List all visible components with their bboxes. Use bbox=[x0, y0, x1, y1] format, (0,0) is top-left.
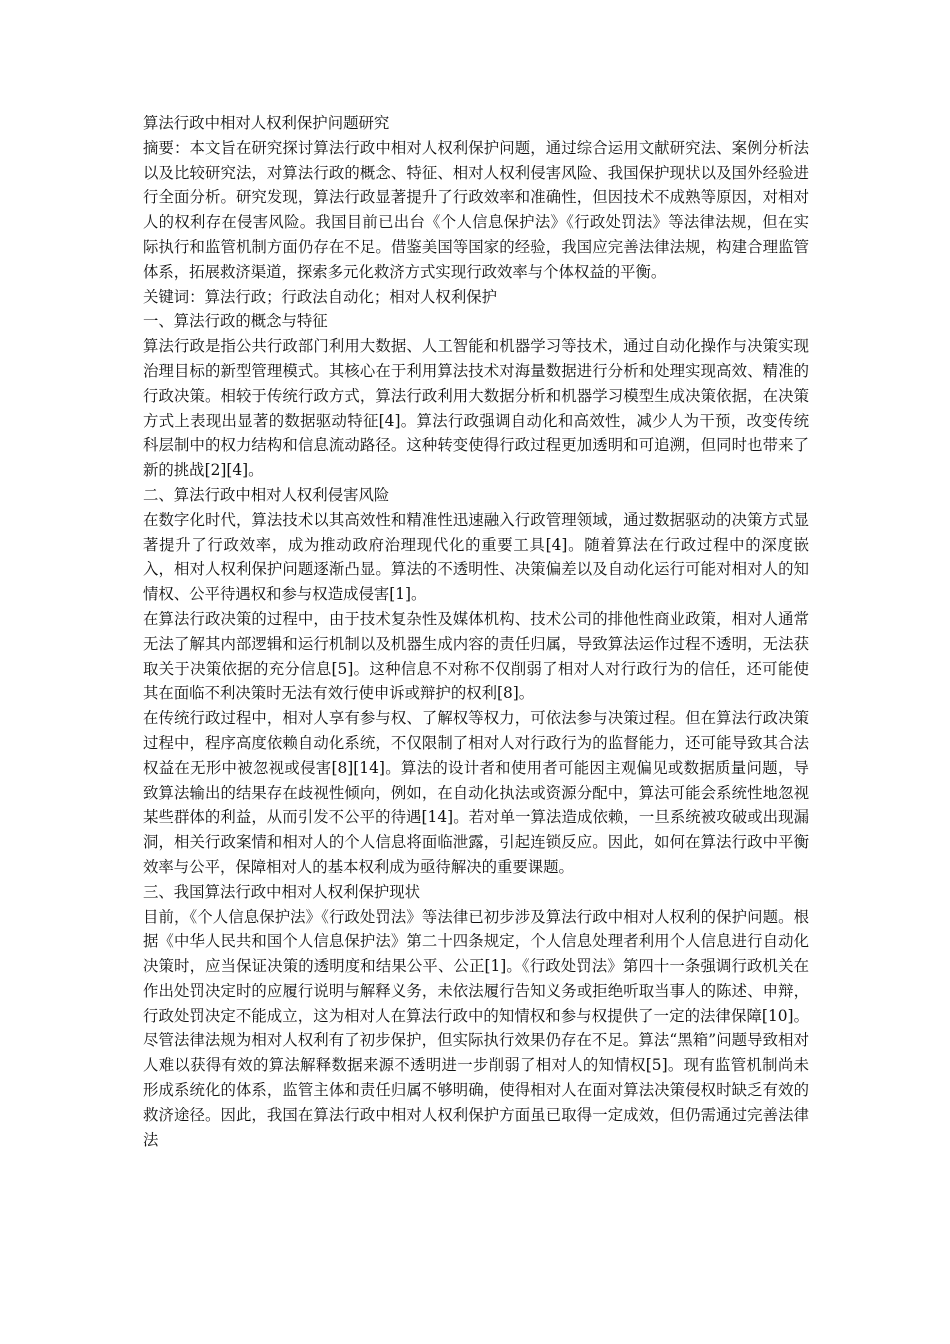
section-2-paragraph: 在传统行政过程中，相对人享有参与权、了解权等权力，可依法参与决策过程。但在算法行政决策过程中，程序高度依赖自动化系统，不仅限制了相对人对行政行为的监督能力，还可能导致其合法权益在无形中被忽视或侵害[8][14]。算法的设计者和使用者可能因主观偏见或数据质量问题，导致算法输出的结果存在歧视性倾向，例如，在自动化执法或资源分配中，算法可能会系统性地忽视某些群体的利益，从而引发不公平的待遇[14]。若对单一算法造成依赖，一旦系统被攻破或出现漏洞，相关行政案情和相对人的个人信息将面临泄露，引起连锁反应。因此，如何在算法行政中平衡效率与公平，保障相对人的基本权利成为亟待解决的重要课题。 bbox=[143, 709, 809, 876]
section-3-paragraph: 目前，《个人信息保护法》《行政处罚法》等法律已初步涉及算法行政中相对人权利的保护问题。根据《中华人民共和国个人信息保护法》第二十四条规定，个人信息处理者利用个人信息进行自动化决策时，应当保证决策的透明度和结果公平、公正[1]。《行政处罚法》第四十一条强调行政机关在作出处罚决定时的应履行说明与解释义务，未依法履行告知义务或拒绝听取当事人的陈述、申辩，行政处罚决定不能成立，这为相对人在算法行政中的知情权和参与权提供了一定的法律保障[10]。尽管法律法规为相对人权利有了初步保护，但实际执行效果仍存在不足。算法“黑箱”问题导致相对人难以获得有效的算法解释数据来源不透明进一步削弱了相对人的知情权[5]。现有监管机制尚未形成系统化的体系，监管主体和责任归属不够明确，使得相对人在面对算法决策侵权时缺乏有效的救济途径。因此，我国在算法行政中相对人权利保护方面虽已取得一定成效，但仍需通过完善法律法 bbox=[143, 907, 809, 1149]
section-2-heading: 二、算法行政中相对人权利侵害风险 bbox=[143, 485, 390, 504]
section-2-paragraph: 在算法行政决策的过程中，由于技术复杂性及媒体机构、技术公司的排他性商业政策，相对人通常无法了解其内部逻辑和运行机制以及机器生成内容的责任归属，导致算法运作过程不透明，无法获取关于决策依据的充分信息[5]。这种信息不对称不仅削弱了相对人对行政行为的信任，还可能使其在面临不利决策时无法有效行使申诉或辩护的权利[8]。 bbox=[143, 609, 809, 703]
section-1-paragraph: 算法行政是指公共行政部门利用大数据、人工智能和机器学习等技术，通过自动化操作与决策实现治理目标的新型管理模式。其核心在于利用算法技术对海量数据进行分析和处理实现高效、精准的行政决策。相较于传统行政方式，算法行政利用大数据分析和机器学习模型生成决策依据，在决策方式上表现出显著的数据驱动特征[4]。算法行政强调自动化和高效性，减少人为干预，改变传统科层制中的权力结构和信息流动路径。这种转变使得行政过程更加透明和可追溯，但同时也带来了新的挑战[2][4]。 bbox=[143, 337, 809, 480]
section-1-heading: 一、算法行政的概念与特征 bbox=[143, 312, 328, 331]
document-title: 算法行政中相对人权利保护问题研究 bbox=[143, 114, 390, 132]
section-3-heading: 三、我国算法行政中相对人权利保护现状 bbox=[143, 882, 421, 901]
document-page bbox=[143, 111, 809, 1152]
keywords-line: 关键词：算法行政；行政法自动化；相对人权利保护 bbox=[143, 287, 497, 306]
abstract-paragraph: 摘要：本文旨在研究探讨算法行政中相对人权利保护问题，通过综合运用文献研究法、案例分析法以及比较研究法，对算法行政的概念、特征、相对人权利侵害风险、我国保护现状以及国外经验进行全面分析。研究发现，算法行政显著提升了行政效率和准确性，但因技术不成熟等原因，对相对人的权利存在侵害风险。我国目前已出台《个人信息保护法》《行政处罚法》等法律法规，但在实际执行和监管机制方面仍存在不足。借鉴美国等国家的经验，我国应完善法律法规，构建合理监管体系，拓展救济渠道，探索多元化救济方式实现行政效率与个体权益的平衡。 bbox=[143, 138, 809, 281]
section-2-paragraph: 在数字化时代，算法技术以其高效性和精准性迅速融入行政管理领域，通过数据驱动的决策方式显著提升了行政效率，成为推动政府治理现代化的重要工具[4]。随着算法在行政过程中的深度嵌入，相对人权利保护问题逐渐凸显。算法的不透明性、决策偏差以及自动化运行可能对相对人的知情权、公平待遇权和参与权造成侵害[1]。 bbox=[143, 510, 809, 604]
